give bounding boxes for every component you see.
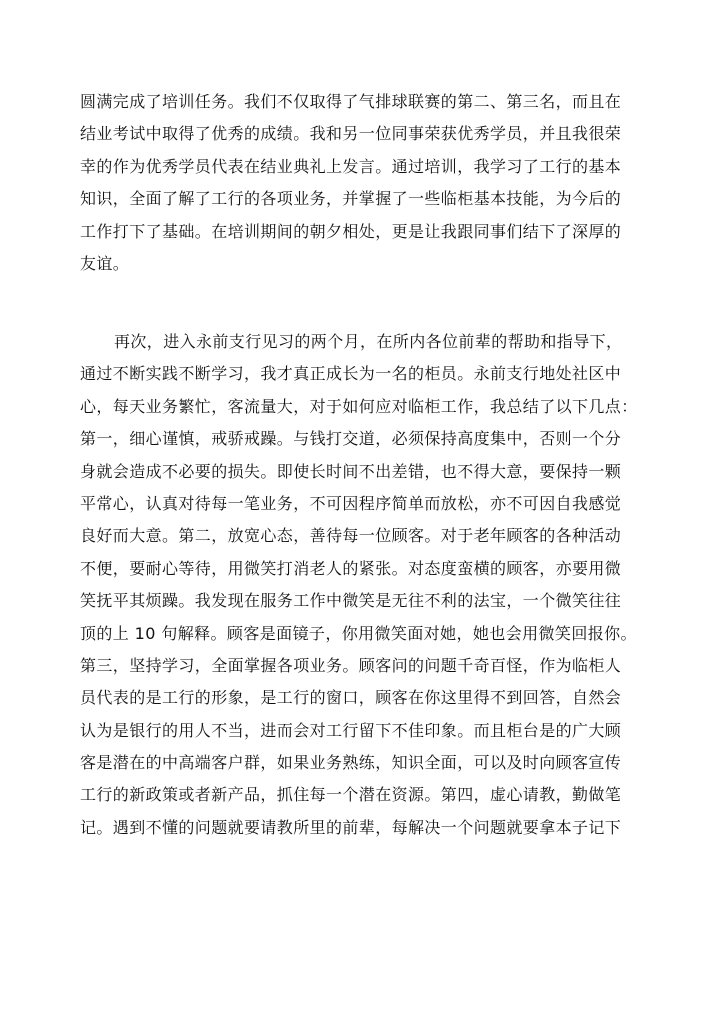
text-line: 第一，细心谨慎，戒骄戒躁。与钱打交道，必须保持高度集中，否则一个分 xyxy=(80,429,622,449)
text-line: 平常心，认真对待每一笔业务，不可因程序简单而放松，亦不可因自我感觉 xyxy=(80,493,622,513)
text-line: 工作打下了基础。在培训期间的朝夕相处，更是让我跟同事们结下了深厚的 xyxy=(80,221,622,241)
text-line: 第三，坚持学习，全面掌握各项业务。顾客问的问题千奇百怪，作为临柜人 xyxy=(80,655,622,675)
text-line: 圆满完成了培训任务。我们不仅取得了气排球联赛的第二、第三名，而且在 xyxy=(80,92,622,111)
text-line: 员代表的是工行的形象，是工行的窗口，顾客在你这里得不到回答，自然会 xyxy=(80,688,622,708)
text-line: 不便，要耐心等待，用微笑打消老人的紧张。对态度蛮横的顾客，亦要用微 xyxy=(80,558,622,578)
text-line: 身就会造成不必要的损失。即使长时间不出差错，也不得大意，要保持一颗 xyxy=(80,461,622,481)
text-line: 认为是银行的用人不当，进而会对工行留下不佳印象。而且柜台是的广大顾 xyxy=(80,720,622,740)
text-line: 记。遇到不懂的问题就要请教所里的前辈，每解决一个问题就要拿本子记下 xyxy=(80,817,622,837)
text-line: 工行的新政策或者新产品，抓住每一个潜在资源。第四，虚心请教，勤做笔 xyxy=(80,785,622,805)
text-line: 顶的上 10 句解释。顾客是面镜子，你用微笑面对她，她也会用微笑回报你。 xyxy=(80,623,637,643)
text-line: 笑抚平其烦躁。我发现在服务工作中微笑是无往不利的法宝，一个微笑往往 xyxy=(80,591,622,611)
text-line: 心，每天业务繁忙，客流量大，对于如何应对临柜工作，我总结了以下几点： xyxy=(80,396,638,416)
text-line: 客是潜在的中高端客户群，如果业务熟练，知识全面，可以及时向顾客宣传 xyxy=(80,753,622,773)
text-line: 幸的作为优秀学员代表在结业典礼上发言。通过培训，我学习了工行的基本 xyxy=(80,156,622,176)
text-line: 结业考试中取得了优秀的成绩。我和另一位同事荣获优秀学员，并且我很荣 xyxy=(80,124,622,144)
text-line: 通过不断实践不断学习，我才真正成长为一名的柜员。永前支行地处社区中 xyxy=(80,364,622,384)
paragraph-internship xyxy=(80,326,660,844)
text-line: 友谊。 xyxy=(80,253,130,273)
text-line: 良好而大意。第二，放宽心态，善待每一位顾客。对于老年顾客的各种活动 xyxy=(80,526,622,546)
text-line: 知识，全面了解了工行的各项业务，并掌握了一些临柜基本技能，为今后的 xyxy=(80,189,622,209)
paragraph-training xyxy=(80,86,660,280)
text-line: 再次，进入永前支行见习的两个月，在所内各位前辈的帮助和指导下， xyxy=(114,332,623,351)
